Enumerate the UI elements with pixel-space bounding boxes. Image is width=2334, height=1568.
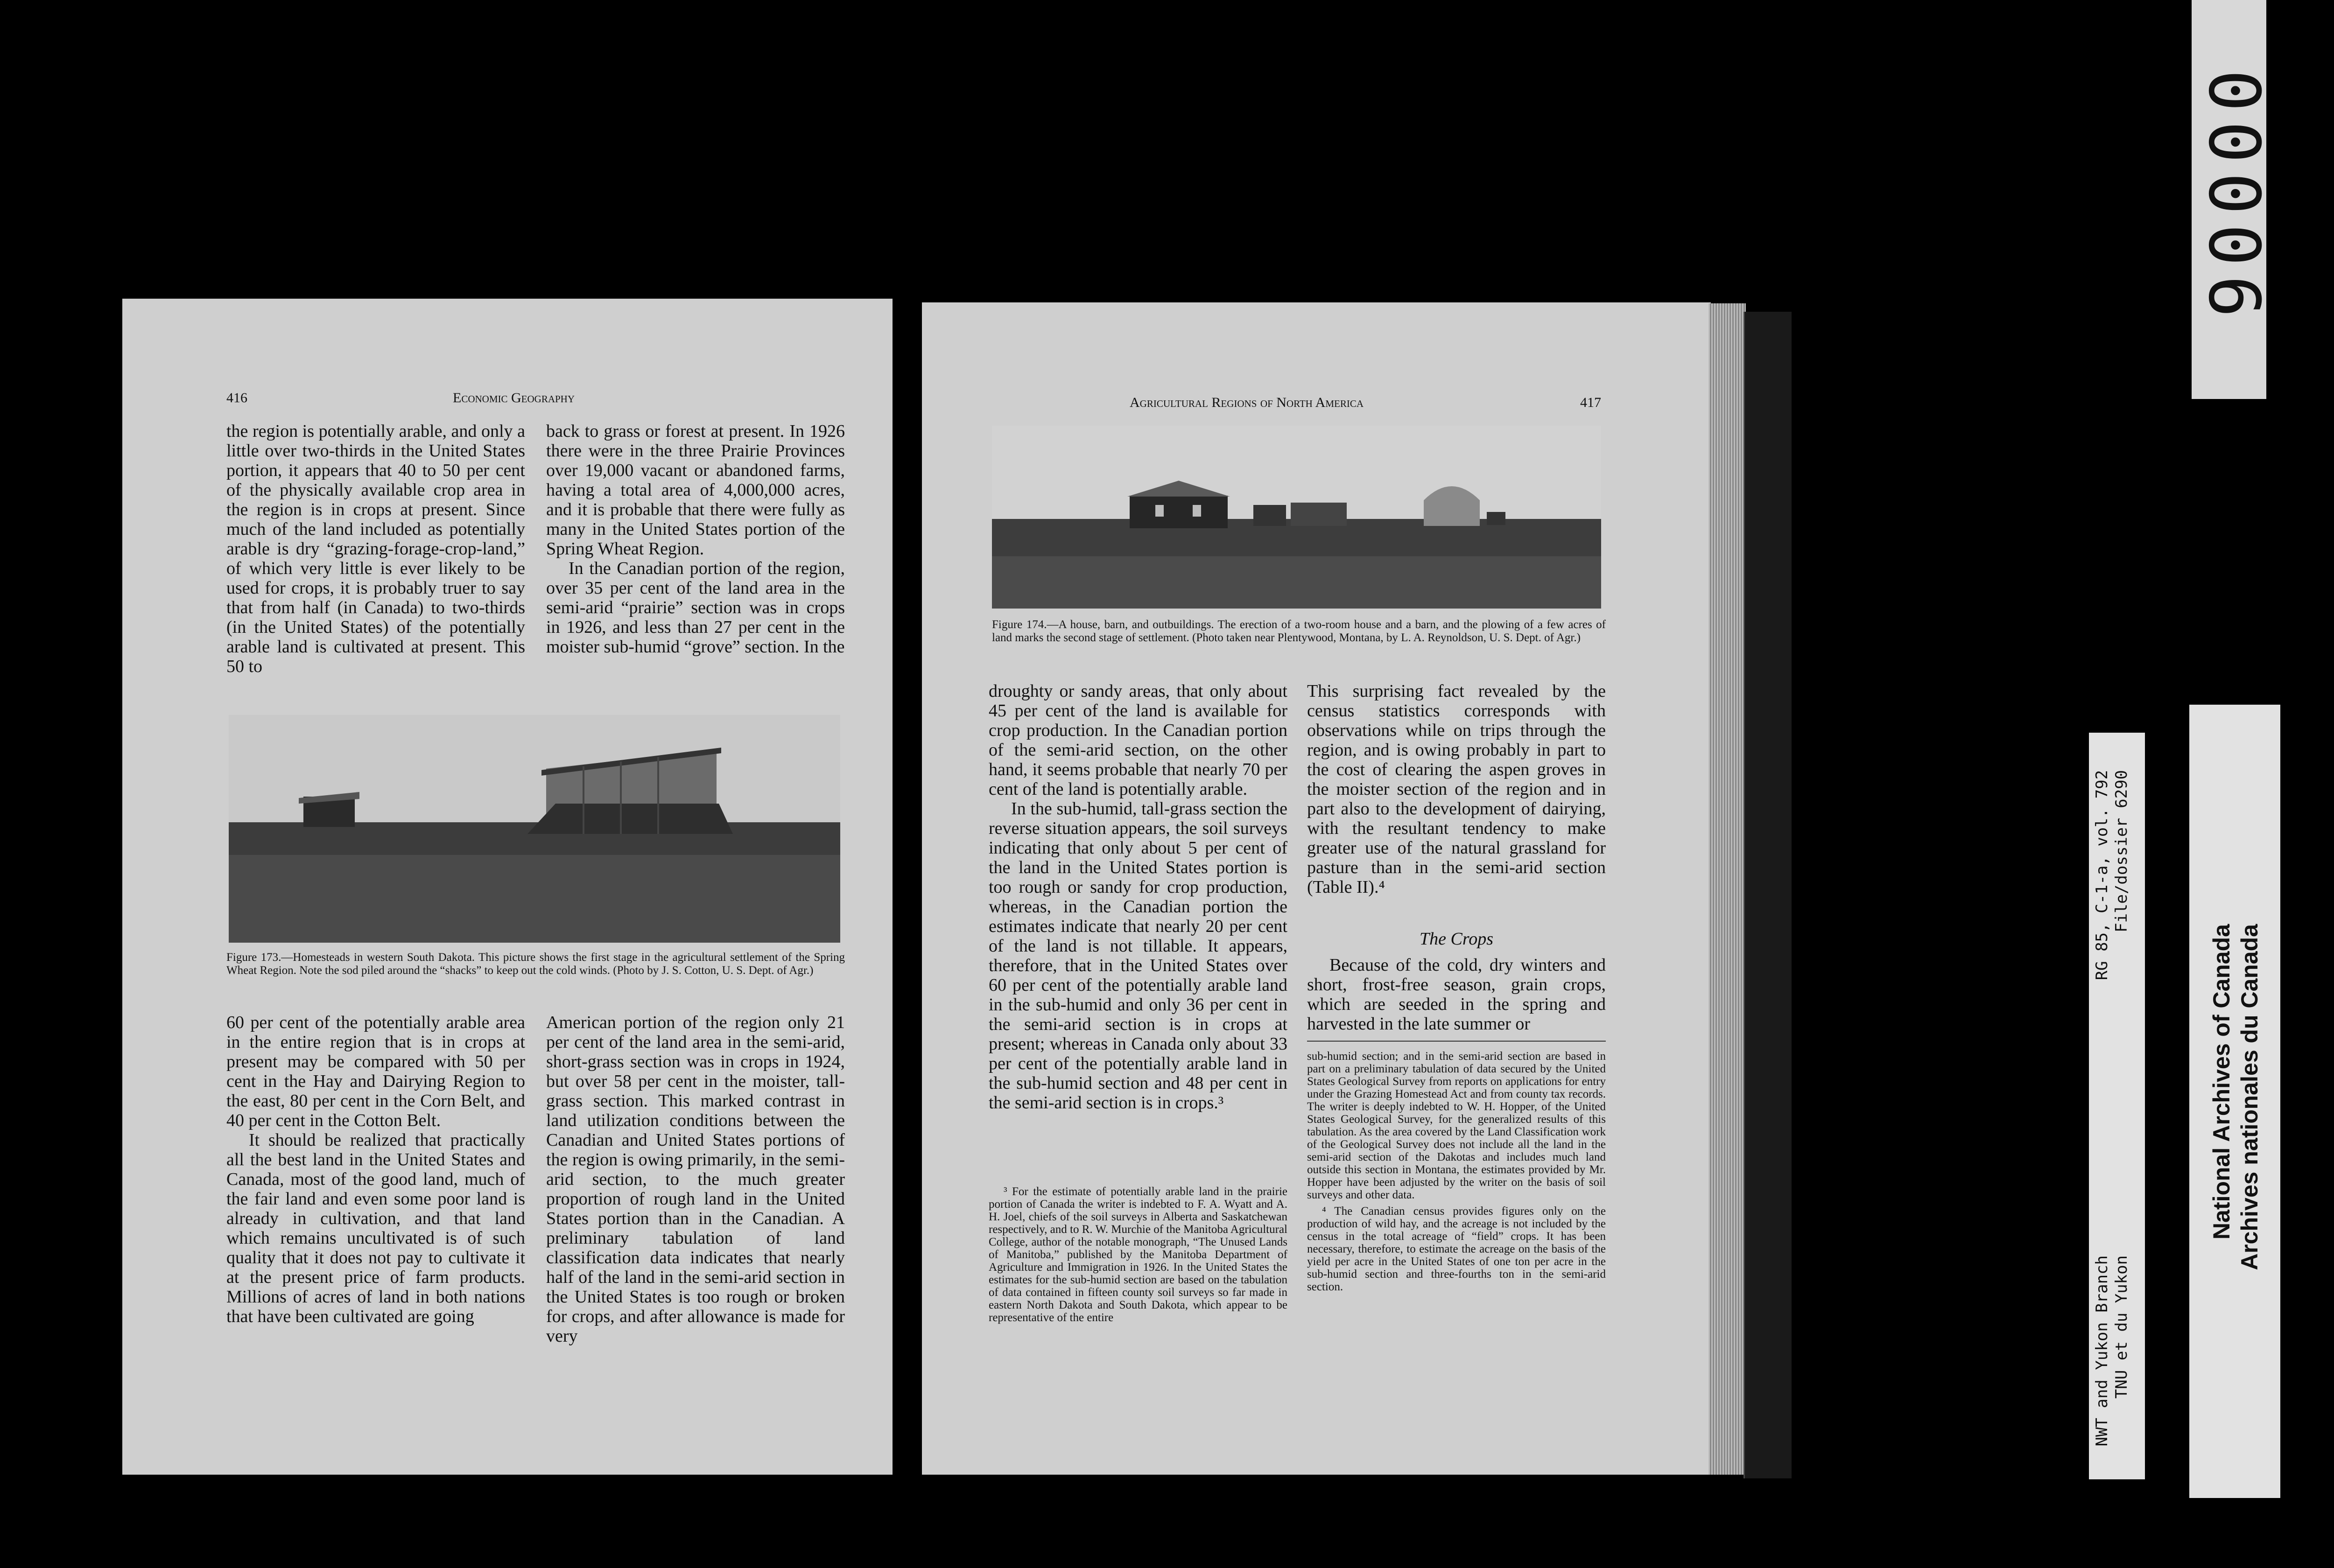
left-col1-top: [226, 421, 525, 676]
archive-name-en: National Archives of Canada: [2208, 924, 2235, 1240]
figure-174-caption: Figure 174.—A house, barn, and outbuildings. The erection of a two-room house and a barn, and the plowing of a few acres of land marks the second stage of settlement. (Photo taken near Plentywood, Montana, by L. A. Reynoldson, U. S. Dept. of Agr.): [992, 618, 1606, 644]
left-running-head: Economic Geography: [453, 390, 575, 406]
file-dossier-ref: File/dossier 6290: [2112, 770, 2131, 932]
right-col2-top: [1307, 681, 1606, 897]
file-reference-label: [2089, 733, 2145, 1479]
branch-name-en: NWT and Yukon Branch: [2093, 1255, 2111, 1447]
figure-173-photo: [229, 715, 840, 943]
right-page-number: 417: [1580, 395, 1601, 410]
homestead-photo-image: [229, 715, 840, 943]
book-cover: [1743, 312, 1792, 1478]
left-col1-bottom: [226, 1013, 525, 1326]
paragraph: 60 per cent of the potentially arable area in the entire region that is in crops at present may be compared with 50 per cent in the Hay and Dairying Region to the east, 80 per cent in the Corn Belt, and 40 per cent in the Cotton Belt.: [226, 1013, 525, 1130]
page-edges: [1708, 303, 1746, 1475]
farm-photo-image: [992, 426, 1601, 609]
figure-173-caption: Figure 173.—Homesteads in western South Dakota. This picture shows the first stage in the agricultural settlement of the Spring Wheat Region. Note the sod piled around the “shacks” to keep out the cold winds. (Photo by J. S. Cotton, U. S. Dept. of Agr.): [226, 951, 845, 977]
footnote-text: ³ For the estimate of potentially arable land in the prairie portion of Canada the writer is indebted to F. A. Wyatt and A. H. Joel, chiefs of the soil surveys in Alberta and Saskatchewan respectively, and to R. W. Murchie of the Manitoba Agricultural College, author of the notable monograph, “The Unused Lands of Manitoba,” published by the Manitoba Department of Agriculture and Immigration in 1926. In the United States the estimates for the sub-humid section are based on the tabulation of data contained in fifteen county soil surveys so far made in eastern North Dakota and South Dakota, which appear to be representative of the entire: [989, 1185, 1287, 1324]
paragraph: This surprising fact revealed by the census statistics corresponds with observations while on trips through the region, and is owing probably in part to the cost of clearing the aspen groves in the moister section of the region and in part also to the development of dairying, with the resultant tendency to make greater use of the natural grassland for pasture than in the semi-arid section (Table II).⁴: [1307, 681, 1606, 897]
figure-174-photo: [992, 426, 1601, 609]
left-page-number: 416: [226, 390, 247, 406]
right-col2-bottom: [1307, 955, 1606, 1034]
paragraph: In the sub-humid, tall-grass section the reverse situation appears, the soil surveys indicating that only about 5 per cent of the land in the United States portion is too rough or sandy for crop production, whereas, in the Canadian portion the estimates indicate that nearly 20 per cent of the land is not tillable. It appears, therefore, that in the United States over 60 per cent of the potentially arable land in the sub-humid and only 36 per cent in the semi-arid section is in crops at present; whereas in Canada only about 33 per cent of the potentially arable land in the sub-humid section and 48 per cent in the semi-arid section is in crops.³: [989, 799, 1287, 1113]
paragraph: It should be realized that practically all the best land in the United States and Canada, most of the good land, much of the fair land and even some poor land is already in cultivation, and that land which remains uncultivated is of such quality that it does not pay to cultivate it at the present price of farm products. Millions of acres of land in both nations that have been cultivated are going: [226, 1130, 525, 1326]
footnotes-right-col: [1307, 1050, 1606, 1297]
footnote-text: ⁴ The Canadian census provides figures only on the production of wild hay, and the acreage is not included by the census in the total acreage of “field” crops. It has been necessary, therefore, to estimate the acreage on the basis of the yield per acre in the United States of one ton per acre in the sub-humid section and three-fourths ton in the semi-arid section.: [1307, 1205, 1606, 1293]
paragraph: droughty or sandy areas, that only about 45 per cent of the land is available for crop production. In the Canadian portion of the semi-arid section, on the other hand, it seems probable that nearly 70 per cent of the land is potentially arable.: [989, 681, 1287, 799]
footnote-3: [989, 1185, 1287, 1328]
footnote-divider: [1307, 1041, 1606, 1042]
right-running-head: Agricultural Regions of North America: [1130, 395, 1364, 410]
right-col1: [989, 681, 1287, 1113]
left-col2-bottom: [546, 1013, 845, 1346]
paragraph: the region is potentially arable, and only a little over two-thirds in the United States portion, it appears that 40 to 50 per cent of the physically available crop area in the region is in crops at present. Since much of the land included as potentially arable is dry “grazing-forage-crop-land,” of which very little is ever likely to be used for crops, it is probably truer to say that from half (in Canada) to two-thirds (in the United States) of the potentially arable land is cultivated at present. This 50 to: [226, 421, 525, 676]
paragraph: back to grass or forest at present. In 1926 there were in the three Prairie Provinces over 19,000 vacant or abandoned farms, having a total area of 4,000,000 acres, and it is probable that there were fully as many in the United States portion of the Spring Wheat Region.: [546, 421, 845, 559]
paragraph: Because of the cold, dry winters and short, frost-free season, grain crops, which are seeded in the spring and harvested in the late summer or: [1307, 955, 1606, 1034]
footnote-text: sub-humid section; and in the semi-arid section are based in part on a preliminary tabulation of data secured by the United States Geological Survey from reports on applications for entry under the Grazing Homestead Act and from county tax records. The writer is deeply indebted to W. H. Hopper, of the United States Geological Survey, for the generalized results of this tabulation. As the area covered by the Land Classification work of the Geological Survey does not include all the land in the semi-arid section of the Dakotas and includes much land outside this section in Montana, the estimates provided by Mr. Hopper have been adjusted by the writer on the basis of soil surveys and other data.: [1307, 1050, 1606, 1201]
paragraph: American portion of the region only 21 per cent of the land area in the semi-arid, short-grass section was in crops in 1924, but over 58 per cent in the moister, tall-grass section. This marked contrast in land utilization conditions between the Canadian and United States portions of the region is owing primarily, in the semi-arid section, to the much greater proportion of rough land in the United States portion than in the Canadian. A preliminary tabulation of land classification data indicates that nearly half of the land in the semi-arid section in the United States is too rough or broken for crops, and after allowance is made for very: [546, 1013, 845, 1346]
branch-name-fr: TNU et du Yukon: [2112, 1255, 2131, 1399]
record-group-ref: RG 85, C-1-a, vol. 792: [2093, 770, 2111, 980]
archives-name-label: [2189, 705, 2280, 1498]
reel-number: 00006: [2193, 70, 2274, 327]
paragraph: In the Canadian portion of the region, over 35 per cent of the land area in the semi-arid “prairie” section was in crops in 1926, and less than 27 per cent in the moister sub-humid “grove” section. In the: [546, 559, 845, 657]
archive-name-fr: Archives nationales du Canada: [2236, 924, 2263, 1270]
section-heading-the-crops: The Crops: [1419, 929, 1493, 949]
left-col2-top: [546, 421, 845, 657]
